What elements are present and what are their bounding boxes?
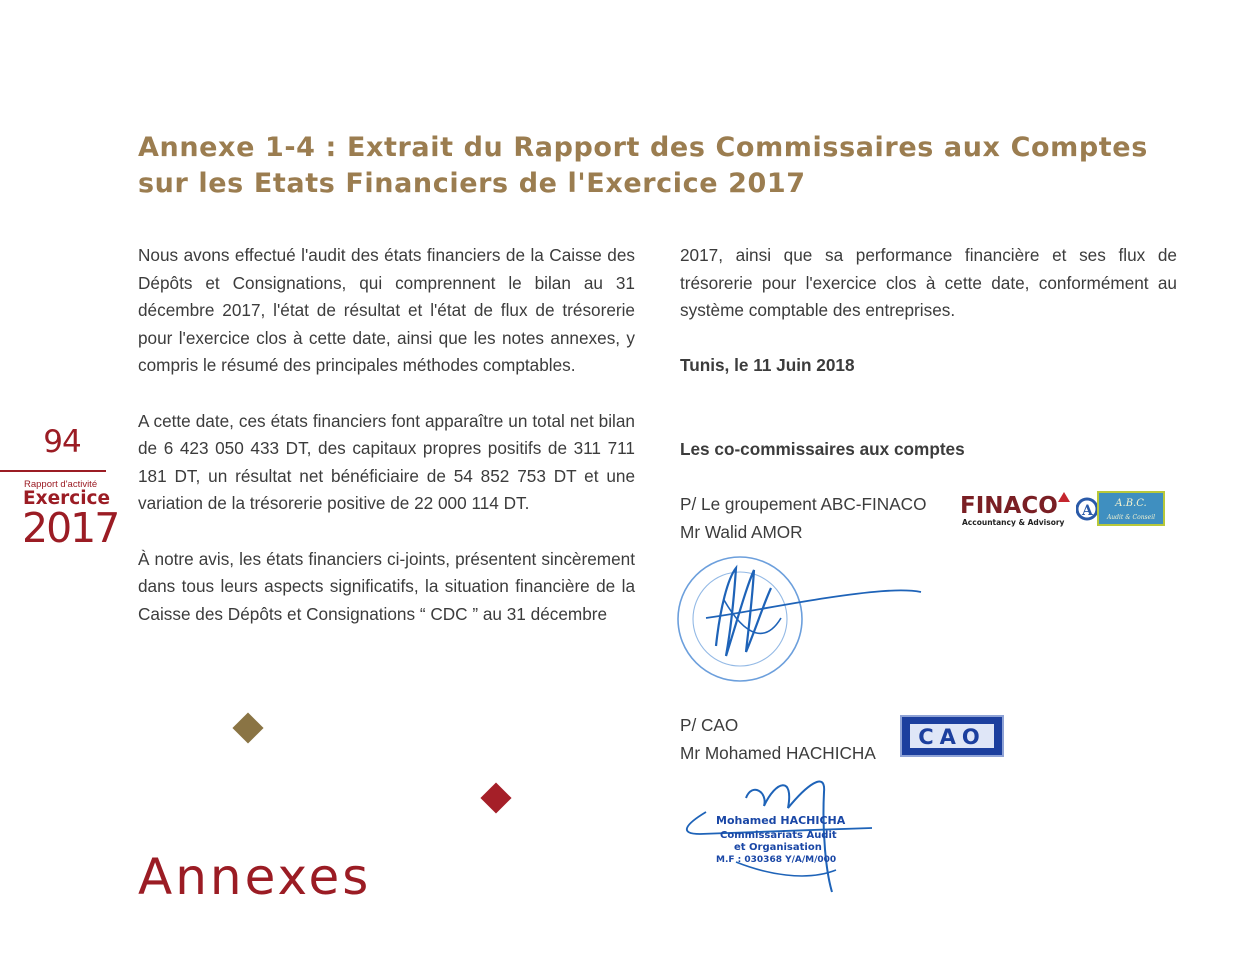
paragraph-opinion-continued: 2017, ainsi que sa performance financière et ses flux de trésorerie pour l'exercice clos à cette date, conformément au système comptable des entreprises. xyxy=(680,245,1177,321)
paragraph-audit-scope: Nous avons effectué l'audit des états financiers de la Caisse des Dépôts et Consignations, qui comprennent le bilan au 31 décembre 2017, l'état de résultat et l'état de flux de trésorerie pour l'exercice clos à cette date, ainsi que les notes annexes, y compris le résumé des principales méthodes comptables. xyxy=(138,245,635,376)
signer1-firm: P/ Le groupement ABC-FINACO xyxy=(680,494,927,514)
svg-text:Accountancy & Advisory: Accountancy & Advisory xyxy=(962,518,1065,527)
auditors-heading: Les co-commissaires aux comptes xyxy=(680,439,965,459)
svg-text:et Organisation: et Organisation xyxy=(734,842,822,853)
svg-text:Mohamed HACHICHA: Mohamed HACHICHA xyxy=(716,814,846,827)
signer2-name: Mr Mohamed HACHICHA xyxy=(680,743,876,763)
right-column xyxy=(680,242,1177,352)
sidebar-year: 2017 xyxy=(22,504,119,552)
abc-logo xyxy=(1076,490,1166,528)
red-diamond-ornament xyxy=(480,782,511,813)
paragraph-financial-figures: A cette date, ces états financiers font apparaître un total net bilan de 6 423 050 433 DT, des capitaux propres positifs de 311 711 181 DT, un résultat net bénéficiaire de 54 852 753 DT et une variation de la trésorerie positive de 22 000 114 DT. xyxy=(138,410,635,514)
signer1-name: Mr Walid AMOR xyxy=(680,522,803,542)
svg-text:A.B.C.: A.B.C. xyxy=(1115,498,1147,509)
page-title: Annexe 1-4 : Extrait du Rapport des Commissaires aux Comptes sur les Etats Financiers de l'Exercice 2017 xyxy=(138,132,1148,199)
svg-text:Commissariats Audit: Commissariats Audit xyxy=(720,830,837,841)
cao-logo xyxy=(900,715,1004,757)
finaco-logo xyxy=(958,490,1076,530)
sidebar-subtitle: Rapport d'activité xyxy=(24,479,98,490)
signer2-firm: P/ CAO xyxy=(680,715,739,735)
signature-stamp-cao xyxy=(676,762,886,902)
svg-text:CAO: CAO xyxy=(918,725,986,749)
sidebar-label: Exercice xyxy=(23,488,111,509)
page-number: 94 xyxy=(43,424,81,460)
section-label: Annexes xyxy=(138,848,372,906)
svg-text:FINACO: FINACO xyxy=(960,493,1058,519)
gold-diamond-ornament xyxy=(232,712,263,743)
signature-stamp-abc-finaco xyxy=(676,548,926,690)
report-date: Tunis, le 11 Juin 2018 xyxy=(680,355,855,375)
svg-text:A: A xyxy=(1082,503,1093,519)
svg-text:M.F : 030368 Y/A/M/000: M.F : 030368 Y/A/M/000 xyxy=(716,855,837,865)
left-column xyxy=(138,242,635,656)
svg-text:Audit & Conseil: Audit & Conseil xyxy=(1106,514,1156,521)
paragraph-opinion: À notre avis, les états financiers ci-joints, présentent sincèrement dans tous leurs aspects significatifs, la situation financière de la Caisse des Dépôts et Consignations “ CDC ” au 31 décembre xyxy=(138,548,635,624)
sidebar-divider xyxy=(0,470,106,472)
